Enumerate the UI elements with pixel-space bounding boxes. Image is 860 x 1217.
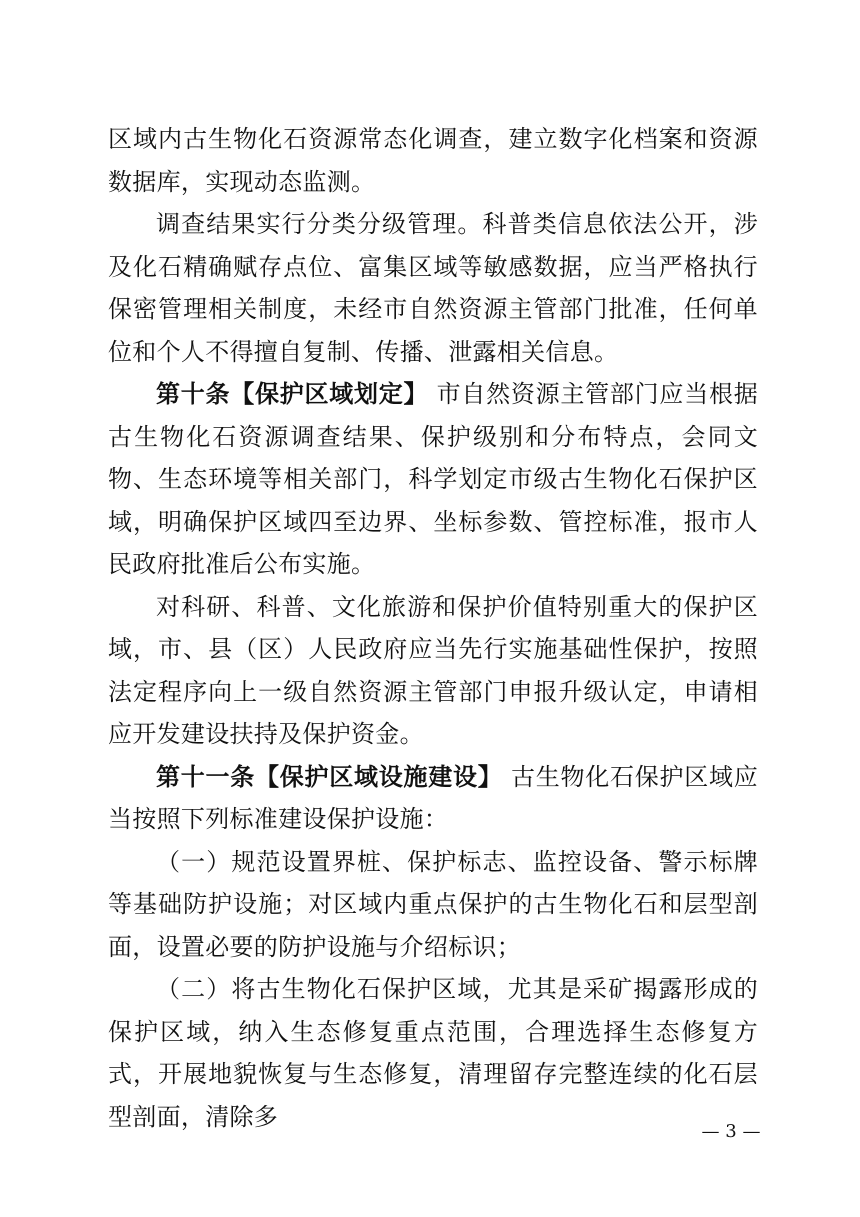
paragraph-4-text: 对科研、科普、文化旅游和保护价值特别重大的保护区域，市、县（区）人民政府应当先行实施基础性保护，按照法定程序向上一级自然资源主管部门申报升级认定，申请相应开发建设扶持及保护资金。 xyxy=(108,592,758,748)
paragraph-1 xyxy=(108,118,758,203)
article-10-paragraph xyxy=(108,373,758,586)
list-item-1-text: （一）规范设置界桩、保护标志、监控设备、警示标牌等基础防护设施；对区域内重点保护的古生物化石和层型剖面，设置必要的防护设施与介绍标识； xyxy=(108,847,758,961)
paragraph-1-text: 区域内古生物化石资源常态化调查，建立数字化档案和资源数据库，实现动态监测。 xyxy=(108,125,758,196)
paragraph-4 xyxy=(108,586,758,756)
document-body xyxy=(108,118,758,1138)
list-item-2 xyxy=(108,968,758,1138)
article-11-paragraph xyxy=(108,756,758,841)
article-11-heading: 第十一条【保护区域设施建设】 xyxy=(156,761,503,791)
list-item-1 xyxy=(108,841,758,969)
page-number: — 3 — xyxy=(701,1121,761,1142)
paragraph-2 xyxy=(108,203,758,373)
list-item-2-text: （二）将古生物化石保护区域，尤其是采矿揭露形成的保护区域，纳入生态修复重点范围，合理选择生态修复方式，开展地貌恢复与生态修复，清理留存完整连续的化石层型剖面，清除多 xyxy=(108,975,758,1131)
article-10-heading: 第十条【保护区域划定】 xyxy=(156,379,429,408)
paragraph-2-text: 调查结果实行分类分级管理。科普类信息依法公开，涉及化石精确赋存点位、富集区域等敏感数据，应当严格执行保密管理相关制度，未经市自然资源主管部门批准，任何单位和个人不得擅自复制、传播、泄露相关信息。 xyxy=(108,210,758,366)
article-10-text: 市自然资源主管部门应当根据古生物化石资源调查结果、保护级别和分布特点，会同文物、生态环境等相关部门，科学划定市级古生物化石保护区域，明确保护区域四至边界、坐标参数、管控标准，报市人民政府批准后公布实施。 xyxy=(108,380,758,578)
article-11-text: 古生物化石保护区域应当按照下列标准建设保护设施： xyxy=(108,762,759,833)
